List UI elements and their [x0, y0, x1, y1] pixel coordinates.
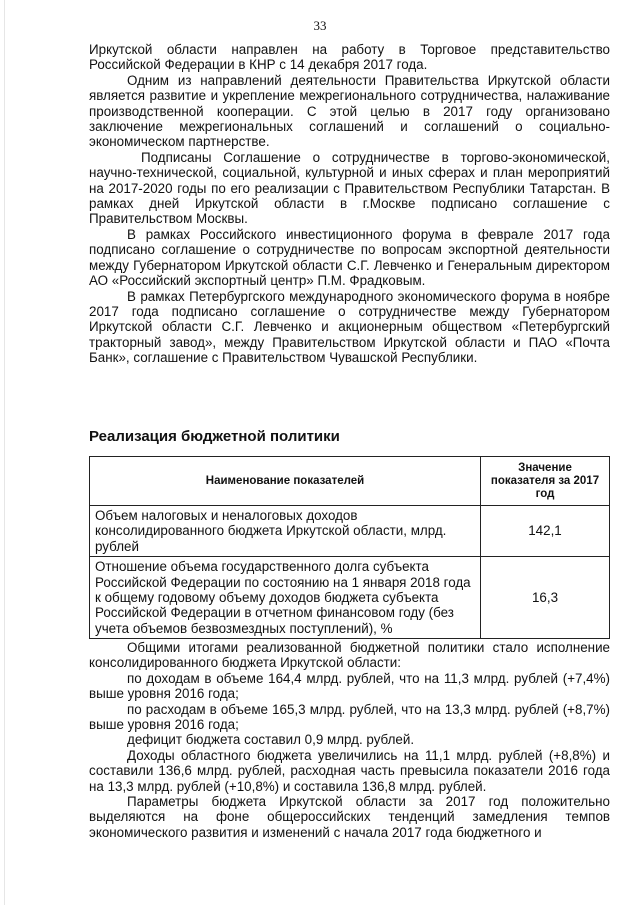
list-item: по расходам в объеме 165,3 млрд. рублей, что на 13,3 млрд. рублей (+8,7%) выше уровня 2016 года;: [89, 701, 610, 733]
column-header-name: Наименование показателей: [90, 457, 481, 506]
paragraph: Общими итогами реализованной бюджетной политики стало исполнение консолидированного бюджета Иркутской области:: [89, 640, 610, 671]
table-cell-name: Объем налоговых и неналоговых доходов консолидированного бюджета Иркутской области, млрд. рублей: [90, 506, 481, 557]
paragraph-continuation: Иркутской области направлен на работу в Торговое представительство Российской Федерации в КНР с 14 декабря 2017 года.: [89, 42, 610, 73]
paragraph: Одним из направлений деятельности Правительства Иркутской области является развитие и укрепление межрегионального сотрудничества, налаживание производственной кооперации. С этой целью в 2017 году организовано заключение межрегиональных соглашений и соглашений о социально-экономическом партнерстве.: [89, 72, 610, 150]
paragraph: В рамках Российского инвестиционного форума в феврале 2017 года подписано соглашение о сотрудничестве по вопросам экспортной деятельности между Губернатором Иркутской области С.Г. Левченко и Генеральным директором АО «Российский экспортный центр» П.М. Фрадковым.: [89, 226, 610, 289]
table-cell-name: Отношение объема государственного долга субъекта Российской Федерации по состоянию на 1 января 2018 года к общему годовому объему доходов бюджета субъекта Российской Федерации в отчетном финансовом году (без учета объемов безвозмездных поступлений), %: [90, 557, 481, 639]
paragraph: В рамках Петербургского международного экономического форума в ноябре 2017 года подписано соглашение о сотрудничестве между Губернатором Иркутской области С.Г. Левченко и акционерным обществом «Петербургский тракторный завод», между Правительством Иркутской области и ПАО «Почта Банк», соглашение с Правительством Чувашской Республики.: [89, 288, 610, 366]
table-cell-value: 16,3: [481, 557, 610, 639]
indicators-table: [89, 456, 610, 639]
paragraph: Параметры бюджета Иркутской области за 2017 год положительно выделяются на фоне общероссийских тенденций замедления темпов экономического развития и изменений с начала 2017 года бюджетного и: [89, 794, 610, 840]
paragraph: Доходы областного бюджета увеличились на 11,1 млрд. рублей (+8,8%) и составили 136,6 млрд. рублей, расходная часть превысила показатели 2016 года на 13,3 млрд. рублей (+10,8%) и составила 136,8 млрд. рублей.: [89, 747, 610, 794]
bottom-text-block: [89, 640, 610, 840]
paragraph: Подписаны Соглашение о сотрудничестве в торгово-экономической, научно-технической, социальной, культурной и иных сферах и план мероприятий на 2017-2020 годы по его реализации с Правительством Республики Татарстан. В рамках дней Иркутской области в г.Москве подписано соглашение с Правительством Москвы.: [89, 149, 610, 227]
table-row: [90, 506, 610, 557]
scan-edge-line: [4, 0, 5, 905]
table-cell-value: 142,1: [481, 506, 610, 557]
page-number: 33: [313, 18, 327, 33]
section-heading: Реализация бюджетной политики: [89, 428, 340, 445]
list-item: дефицит бюджета составил 0,9 млрд. рублей.: [127, 732, 415, 748]
top-text-block: [89, 42, 610, 366]
table-header-row: [90, 457, 610, 506]
list-item: по доходам в объеме 164,4 млрд. рублей, что на 11,3 млрд. рублей (+7,4%) выше уровня 2016 года;: [89, 670, 610, 702]
column-header-value: Значение показателя за 2017 год: [481, 457, 610, 506]
table-row: [90, 557, 610, 639]
